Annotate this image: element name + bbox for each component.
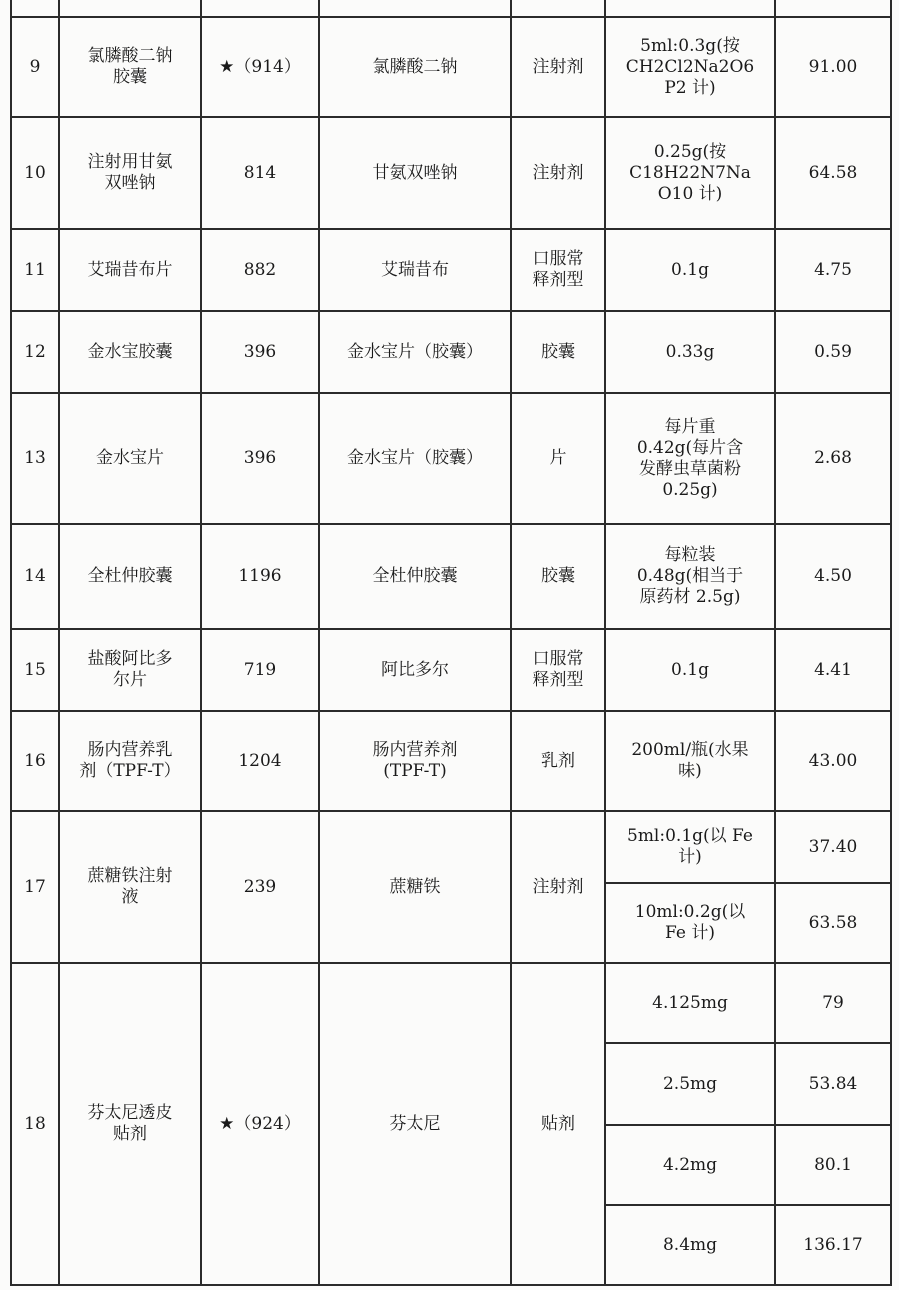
specification: 4.2mg [605,1125,775,1205]
specification: 200ml/瓶(水果 味) [605,711,775,811]
price: 4.41 [775,629,891,711]
row-number: 15 [11,629,59,711]
specification: 每片重 0.42g(每片含 发酵虫草菌粉 0.25g) [605,393,775,524]
generic-name: 全杜仲胶囊 [319,524,511,629]
price: 37.40 [775,811,891,883]
price: 136.17 [775,1205,891,1285]
table-row [11,963,891,1043]
price: 2.68 [775,393,891,524]
drug-price-table [10,0,892,1286]
catalog-code: 1196 [201,524,319,629]
row-number: 17 [11,811,59,963]
catalog-code: ★（914） [201,17,319,117]
table-row [11,629,891,711]
row-number: 16 [11,711,59,811]
drug-name: 金水宝胶囊 [59,311,201,393]
generic-name: 蔗糖铁 [319,811,511,963]
price: 43.00 [775,711,891,811]
catalog-code: 719 [201,629,319,711]
drug-name: 全杜仲胶囊 [59,524,201,629]
generic-name: 阿比多尔 [319,629,511,711]
drug-name: 氯膦酸二钠 胶囊 [59,17,201,117]
table-row [11,17,891,117]
price: 0.59 [775,311,891,393]
specification: 每粒装 0.48g(相当于 原药材 2.5g) [605,524,775,629]
dosage-form: 胶囊 [511,524,605,629]
table-cell [511,0,605,17]
dosage-form: 口服常 释剂型 [511,629,605,711]
price: 63.58 [775,883,891,963]
table-cell [775,0,891,17]
table-row-header-remnant [11,0,891,17]
dosage-form: 胶囊 [511,311,605,393]
specification: 0.25g(按 C18H22N7Na O10 计) [605,117,775,229]
catalog-code: ★（924） [201,963,319,1285]
dosage-form: 片 [511,393,605,524]
row-number: 14 [11,524,59,629]
drug-name: 金水宝片 [59,393,201,524]
specification: 0.33g [605,311,775,393]
catalog-code: 396 [201,393,319,524]
catalog-code: 239 [201,811,319,963]
row-number: 9 [11,17,59,117]
specification: 8.4mg [605,1205,775,1285]
generic-name: 金水宝片（胶囊） [319,393,511,524]
drug-name: 肠内营养乳 剂（TPF-T） [59,711,201,811]
dosage-form: 注射剂 [511,811,605,963]
generic-name: 甘氨双唑钠 [319,117,511,229]
table-row [11,811,891,883]
table-cell [59,0,201,17]
generic-name: 艾瑞昔布 [319,229,511,311]
specification: 0.1g [605,229,775,311]
table-cell [319,0,511,17]
specification: 5ml:0.3g(按 CH2Cl2Na2O6 P2 计) [605,17,775,117]
catalog-code: 882 [201,229,319,311]
price: 91.00 [775,17,891,117]
drug-name: 芬太尼透皮 贴剂 [59,963,201,1285]
table-row [11,524,891,629]
table-row [11,117,891,229]
drug-name: 注射用甘氨 双唑钠 [59,117,201,229]
table-cell [11,0,59,17]
catalog-code: 1204 [201,711,319,811]
dosage-form: 乳剂 [511,711,605,811]
dosage-form: 注射剂 [511,117,605,229]
dosage-form: 口服常 释剂型 [511,229,605,311]
row-number: 12 [11,311,59,393]
price: 4.75 [775,229,891,311]
specification: 5ml:0.1g(以 Fe 计) [605,811,775,883]
row-number: 13 [11,393,59,524]
specification: 2.5mg [605,1043,775,1125]
row-number: 10 [11,117,59,229]
row-number: 18 [11,963,59,1285]
drug-name: 艾瑞昔布片 [59,229,201,311]
catalog-code: 396 [201,311,319,393]
price: 79 [775,963,891,1043]
generic-name: 金水宝片（胶囊） [319,311,511,393]
table-cell [605,0,775,17]
table-row [11,393,891,524]
specification: 0.1g [605,629,775,711]
row-number: 11 [11,229,59,311]
specification: 4.125mg [605,963,775,1043]
price: 4.50 [775,524,891,629]
dosage-form: 注射剂 [511,17,605,117]
specification: 10ml:0.2g(以 Fe 计) [605,883,775,963]
generic-name: 芬太尼 [319,963,511,1285]
price: 53.84 [775,1043,891,1125]
table-row [11,311,891,393]
drug-name: 盐酸阿比多 尔片 [59,629,201,711]
dosage-form: 贴剂 [511,963,605,1285]
generic-name: 氯膦酸二钠 [319,17,511,117]
table-row [11,229,891,311]
table-cell [201,0,319,17]
generic-name: 肠内营养剂 (TPF-T) [319,711,511,811]
drug-name: 蔗糖铁注射 液 [59,811,201,963]
table-body [11,0,891,1285]
table-row [11,711,891,811]
price: 64.58 [775,117,891,229]
price: 80.1 [775,1125,891,1205]
catalog-code: 814 [201,117,319,229]
